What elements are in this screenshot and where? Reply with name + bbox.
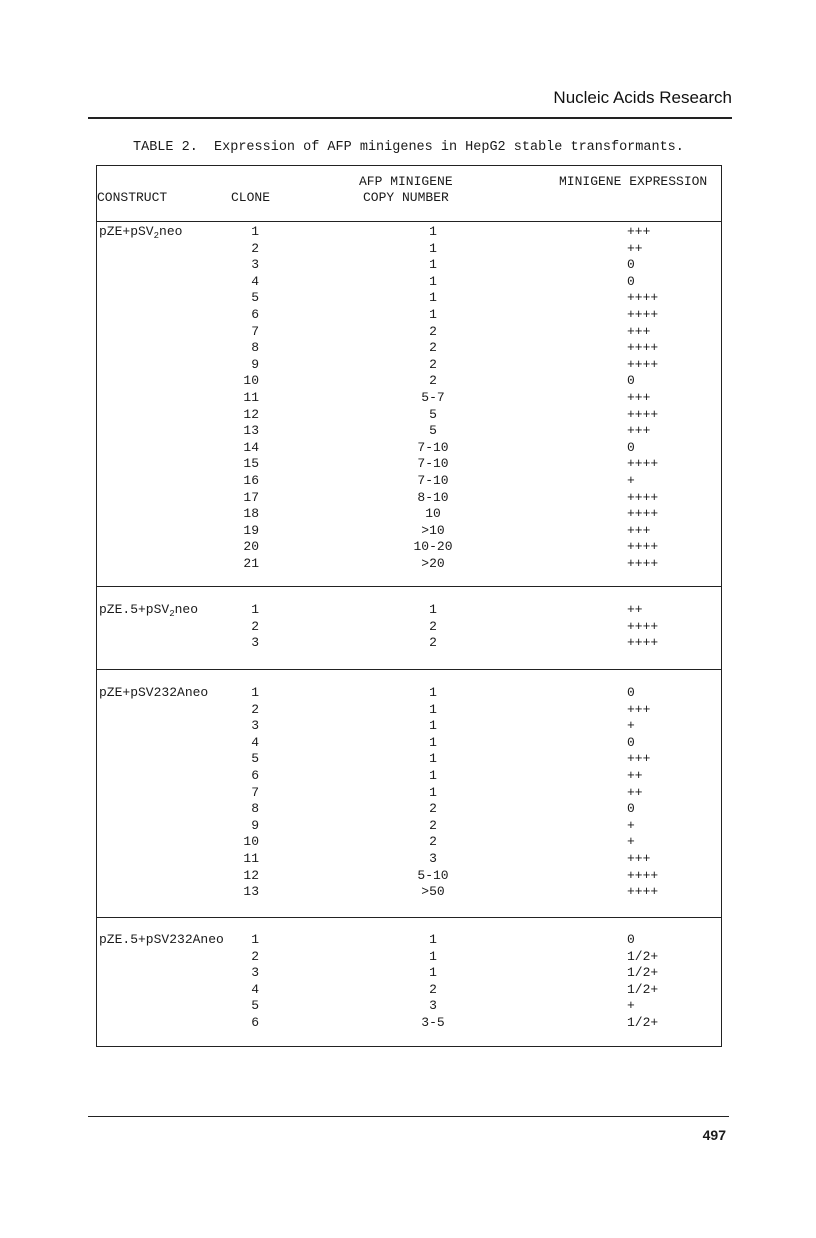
copy-number-cell: 1 — [429, 224, 437, 239]
header-copy-line2: COPY NUMBER — [363, 190, 449, 205]
copy-number-cell: 1 — [429, 701, 437, 717]
copy-number-cell: 5-7 — [421, 390, 445, 405]
copy-number-cell: 2 — [429, 340, 437, 356]
clone-cell: 7 — [251, 784, 259, 800]
expression-cell: + — [627, 817, 635, 833]
expression-cell: ++++ — [627, 290, 659, 306]
expression-cell: ++ — [627, 602, 643, 617]
expression-cell: 0 — [627, 734, 635, 750]
expression-cell: 0 — [627, 685, 635, 700]
clone-cell: 5 — [251, 290, 259, 306]
table-caption: TABLE 2. Expression of AFP minigenes in HepG2 stable transformants. — [133, 140, 684, 155]
expression-cell: +++ — [627, 390, 651, 405]
copy-number-cell: 1 — [429, 685, 437, 700]
expression-cell: 0 — [627, 801, 635, 817]
clone-cell: 4 — [251, 981, 259, 997]
expression-cell: +++ — [627, 323, 651, 339]
expression-cell: 1/2+ — [627, 965, 659, 981]
construct-label: pZE+pSV232Aneo — [99, 685, 209, 700]
group-divider — [97, 669, 721, 670]
copy-number-cell: 7-10 — [417, 439, 449, 455]
copy-number-cell: 1 — [429, 751, 437, 767]
copy-number-cell: 1 — [429, 602, 437, 617]
clone-cell: 9 — [251, 356, 259, 372]
expression-cell: +++ — [627, 423, 651, 439]
header-rule — [88, 117, 732, 119]
expression-cell: +++ — [627, 751, 651, 767]
clone-cell: 5 — [251, 751, 259, 767]
clone-cell: 3 — [251, 257, 259, 273]
clone-cell: 17 — [243, 489, 259, 505]
clone-cell: 2 — [251, 240, 259, 256]
group-divider — [97, 917, 721, 918]
clone-cell: 2 — [251, 618, 259, 634]
construct-label: pZE.5+pSV232Aneo — [99, 932, 224, 947]
copy-number-cell: 8-10 — [417, 489, 449, 505]
copy-number-cell: 2 — [429, 981, 437, 997]
header-clone: CLONE — [231, 190, 271, 205]
copy-number-cell: 1 — [429, 734, 437, 750]
clone-cell: 18 — [243, 506, 259, 522]
expression-cell: ++++ — [627, 539, 659, 555]
copy-number-cell: 3-5 — [421, 1015, 445, 1030]
clone-cell: 3 — [251, 718, 259, 734]
clone-cell: 11 — [243, 851, 259, 866]
expression-cell: ++++ — [627, 307, 659, 322]
copy-number-cell: 1 — [429, 965, 437, 981]
clone-cell: 12 — [243, 867, 259, 883]
copy-number-cell: 3 — [429, 998, 437, 1014]
copy-number-cell: 10 — [425, 506, 441, 522]
expression-cell: ++++ — [627, 406, 659, 422]
construct-label: pZE.5+pSV$_2$neo — [99, 602, 199, 619]
expression-table — [96, 165, 722, 1047]
copy-number-cell: 2 — [429, 801, 437, 817]
header-divider — [97, 221, 721, 222]
expression-cell: +++ — [627, 701, 651, 717]
clone-cell: 6 — [251, 768, 259, 783]
clone-cell: 7 — [251, 323, 259, 339]
copy-number-cell: 2 — [429, 323, 437, 339]
clone-cell: 9 — [251, 817, 259, 833]
copy-number-cell: 2 — [429, 618, 437, 634]
clone-cell: 15 — [243, 456, 259, 472]
clone-cell: 16 — [243, 473, 259, 488]
page-number: 497 — [702, 1127, 726, 1143]
copy-number-cell: 1 — [429, 240, 437, 256]
clone-cell: 6 — [251, 1015, 259, 1030]
clone-cell: 10 — [243, 373, 259, 389]
expression-cell: + — [627, 834, 635, 850]
copy-number-cell: 5 — [429, 423, 437, 439]
copy-number-cell: >20 — [421, 556, 445, 571]
copy-number-cell: 2 — [429, 817, 437, 833]
expression-cell: ++++ — [627, 867, 659, 883]
construct-label: pZE+pSV$_2$neo — [99, 224, 183, 241]
clone-cell: 13 — [243, 423, 259, 439]
clone-cell: 4 — [251, 734, 259, 750]
clone-cell: 2 — [251, 701, 259, 717]
clone-cell: 3 — [251, 635, 259, 651]
expression-cell: +++ — [627, 224, 651, 239]
expression-cell: + — [627, 998, 635, 1014]
expression-cell: ++++ — [627, 340, 659, 356]
copy-number-cell: >10 — [421, 522, 445, 538]
expression-cell: +++ — [627, 522, 651, 538]
clone-cell: 21 — [243, 556, 259, 571]
copy-number-cell: 1 — [429, 307, 437, 322]
clone-cell: 3 — [251, 965, 259, 981]
copy-number-cell: 2 — [429, 373, 437, 389]
clone-cell: 8 — [251, 340, 259, 356]
expression-cell: + — [627, 718, 635, 734]
clone-cell: 20 — [243, 539, 259, 555]
clone-cell: 8 — [251, 801, 259, 817]
expression-cell: 0 — [627, 257, 635, 273]
copy-number-cell: >50 — [421, 884, 445, 900]
clone-cell: 5 — [251, 998, 259, 1014]
copy-number-cell: 7-10 — [417, 473, 449, 488]
clone-cell: 2 — [251, 948, 259, 964]
expression-cell: ++++ — [627, 506, 659, 522]
header-construct: CONSTRUCT — [97, 190, 168, 205]
expression-cell: ++++ — [627, 356, 659, 372]
copy-number-cell: 5-10 — [417, 867, 449, 883]
copy-number-cell: 5 — [429, 406, 437, 422]
clone-cell: 10 — [243, 834, 259, 850]
copy-number-cell: 1 — [429, 290, 437, 306]
header-expression: MINIGENE EXPRESSION — [559, 174, 708, 189]
expression-cell: 1/2+ — [627, 1015, 659, 1030]
copy-number-cell: 1 — [429, 932, 437, 947]
expression-cell: 0 — [627, 932, 635, 947]
clone-cell: 13 — [243, 884, 259, 900]
expression-cell: 0 — [627, 273, 635, 289]
journal-title: Nucleic Acids Research — [553, 88, 732, 107]
copy-number-cell: 1 — [429, 784, 437, 800]
expression-cell: ++++ — [627, 556, 659, 571]
expression-cell: + — [627, 473, 635, 488]
clone-cell: 6 — [251, 307, 259, 322]
clone-cell: 1 — [251, 224, 259, 239]
expression-cell: +++ — [627, 851, 651, 866]
clone-cell: 11 — [243, 390, 259, 405]
expression-cell: ++++ — [627, 635, 659, 651]
copy-number-cell: 7-10 — [417, 456, 449, 472]
expression-cell: ++ — [627, 240, 643, 256]
copy-number-cell: 2 — [429, 356, 437, 372]
expression-cell: ++ — [627, 768, 643, 783]
copy-number-cell: 1 — [429, 273, 437, 289]
expression-cell: ++++ — [627, 456, 659, 472]
expression-cell: ++++ — [627, 884, 659, 900]
clone-cell: 4 — [251, 273, 259, 289]
clone-cell: 12 — [243, 406, 259, 422]
copy-number-cell: 1 — [429, 768, 437, 783]
clone-cell: 19 — [243, 522, 259, 538]
copy-number-cell: 2 — [429, 635, 437, 651]
copy-number-cell: 10-20 — [413, 539, 453, 555]
copy-number-cell: 2 — [429, 834, 437, 850]
expression-cell: ++++ — [627, 618, 659, 634]
expression-cell: 1/2+ — [627, 948, 659, 964]
clone-cell: 1 — [251, 685, 259, 700]
expression-cell: 0 — [627, 373, 635, 389]
footer-rule — [88, 1116, 729, 1117]
clone-cell: 1 — [251, 932, 259, 947]
clone-cell: 14 — [243, 439, 259, 455]
clone-cell: 1 — [251, 602, 259, 617]
copy-number-cell: 1 — [429, 948, 437, 964]
copy-number-cell: 1 — [429, 257, 437, 273]
header-copy-line1: AFP MINIGENE — [359, 174, 453, 189]
expression-cell: 0 — [627, 439, 635, 455]
group-divider — [97, 586, 721, 587]
copy-number-cell: 1 — [429, 718, 437, 734]
expression-cell: ++ — [627, 784, 643, 800]
expression-cell: 1/2+ — [627, 981, 659, 997]
copy-number-cell: 3 — [429, 851, 437, 866]
expression-cell: ++++ — [627, 489, 659, 505]
